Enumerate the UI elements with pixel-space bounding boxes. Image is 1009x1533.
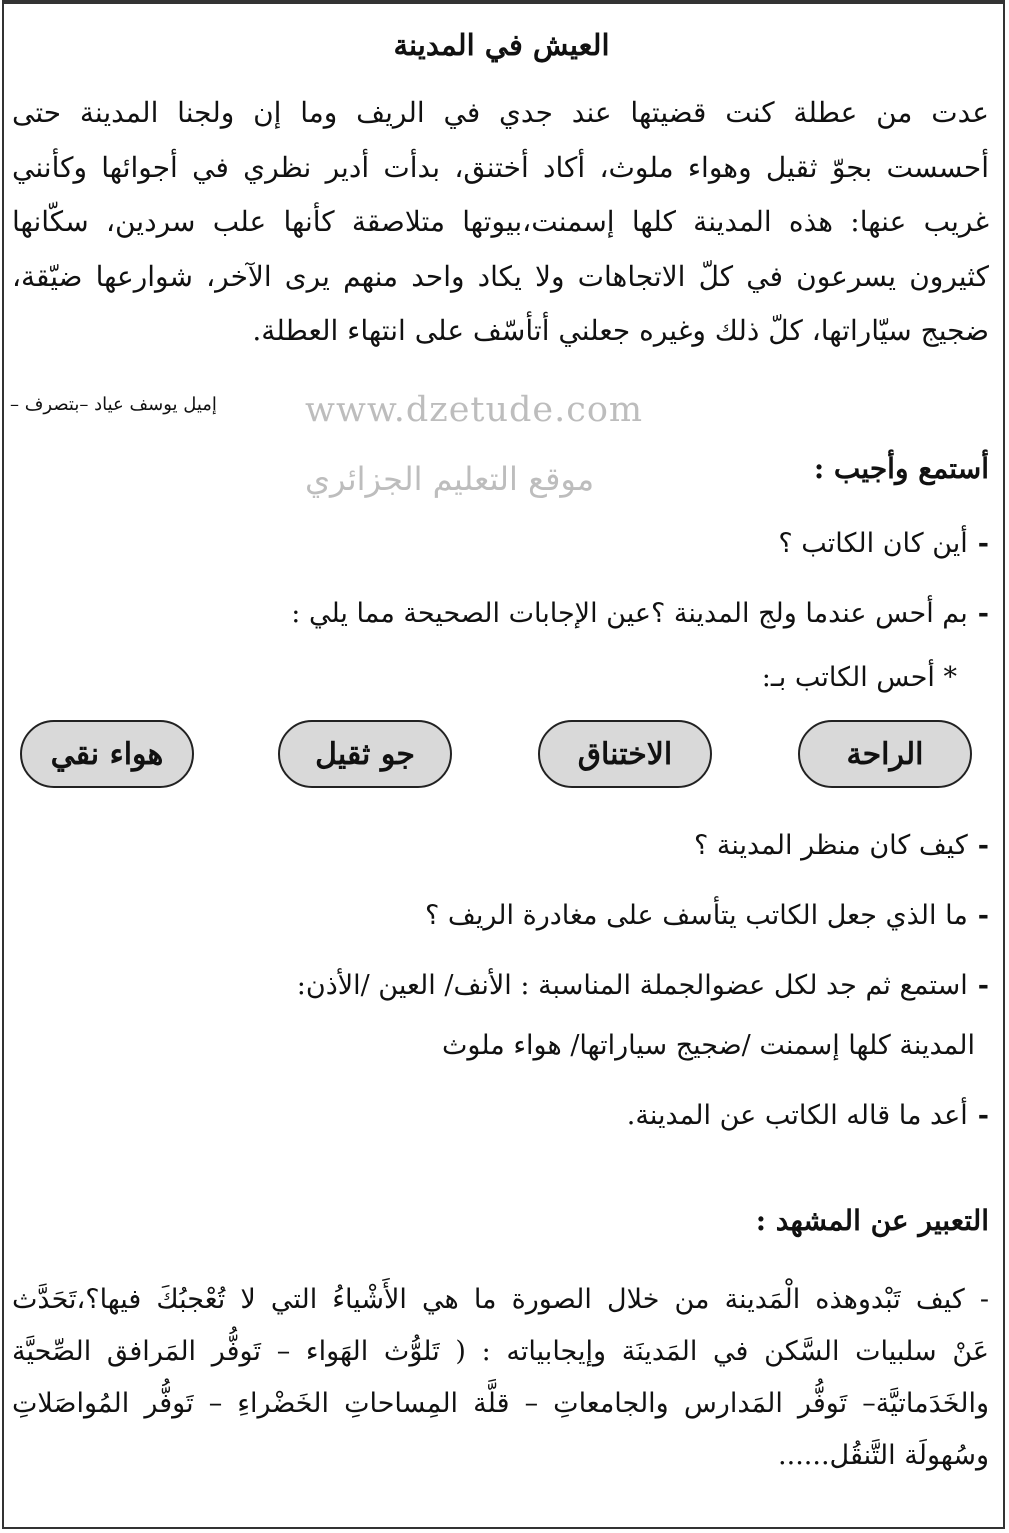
watermark-site: موقع التعليم الجزائري	[305, 460, 595, 498]
expression-heading: التعبير عن المشهد :	[755, 1204, 989, 1237]
question-text: أعد ما قاله الكاتب عن المدينة.	[626, 1100, 968, 1131]
question-5-sub: المدينة كلها إسمنت /ضجيج سياراتها/ هواء ملوث	[442, 1030, 975, 1061]
paragraph-line: عدت من عطلة كنت قضيتها عند جدي في الريف وما إن ولجنا المدينة حتى	[12, 96, 990, 129]
question-text: أين كان الكاتب ؟	[778, 528, 968, 559]
question-text: كيف كان منظر المدينة ؟	[693, 830, 968, 861]
choice-clean-air[interactable]: هواء نقي	[20, 720, 194, 788]
paragraph-line: غريب عنها: هذه المدينة كلها إسمنت،بيوتها متلاصقة كأنها علب سردين، سكّانها	[12, 205, 989, 238]
paragraph-line: ضجيج سيّاراتها، كلّ ذلك وغيره جعلني أتأسّف على انتهاء العطلة.	[252, 314, 989, 347]
question-2-sub: * أحس الكاتب بـ:	[761, 662, 957, 693]
choice-comfort[interactable]: الراحة	[798, 720, 972, 788]
reading-paragraph	[12, 86, 989, 359]
answer-choices	[0, 720, 1009, 792]
question-1: -أين كان الكاتب ؟	[778, 528, 989, 559]
paragraph-line: كثيرون يسرعون في كلّ الاتجاهات ولا يكاد واحد منهم يرى الآخر، شوارعها ضيّقة،	[12, 259, 989, 293]
page-title: العيش في المدينة	[393, 28, 610, 62]
question-3: -كيف كان منظر المدينة ؟	[693, 830, 989, 861]
expression-line: عَنْ سلبيات السَّكن في المَدينَة وإيجابياته : ( تَلوُّث الهَواء – تَوفُّر المَرافق الصِّحيَّة	[12, 1336, 989, 1367]
choice-suffocation[interactable]: الاختناق	[538, 720, 712, 788]
expression-line: - كيف تَبْدوهذه الْمَدينة من خلال الصورة ما هي الأَشْياءُ التي لا تُعْجبُكَ فيها؟،تَحَدَّث	[12, 1284, 989, 1315]
question-4: -ما الذي جعل الكاتب يتأسف على مغادرة الريف ؟	[424, 900, 989, 931]
question-text: ما الذي جعل الكاتب يتأسف على مغادرة الريف ؟	[424, 900, 968, 931]
question-2: -بم أحس عندما ولج المدينة ؟عين الإجابات الصحيحة مما يلي :	[291, 598, 989, 629]
question-6: -أعد ما قاله الكاتب عن المدينة.	[626, 1100, 989, 1131]
question-5: -استمع ثم جد لكل عضوالجملة المناسبة : الأنف/ العين /الأذن:	[296, 970, 989, 1001]
expression-paragraph	[12, 1274, 989, 1482]
question-text: استمع ثم جد لكل عضوالجملة المناسبة : الأنف/ العين /الأذن:	[296, 970, 968, 1001]
choice-heavy-air[interactable]: جو ثقيل	[278, 720, 452, 788]
source-credit: إميل يوسف عياد –بتصرف –	[10, 394, 217, 415]
paragraph-line: أحسست بجوّ ثقيل وهواء ملوث، أكاد أختنق، بدأت أدير نظري في أجوائها وكأنني	[12, 150, 989, 184]
question-text: بم أحس عندما ولج المدينة ؟عين الإجابات الصحيحة مما يلي :	[291, 598, 968, 629]
watermark-url: www.dzetude.com	[305, 390, 644, 430]
listen-heading: أستمع وأجيب :	[813, 452, 989, 485]
expression-line: وسُهولَة التَّنقُل......	[778, 1440, 989, 1471]
expression-line: والخَدَماتيَّة– تَوفُّر المَدارس والجامعاتِ – قلَّة المِساحاتِ الخَضْراءِ – تَوفُّر المُواصَلاتِ	[12, 1388, 989, 1419]
